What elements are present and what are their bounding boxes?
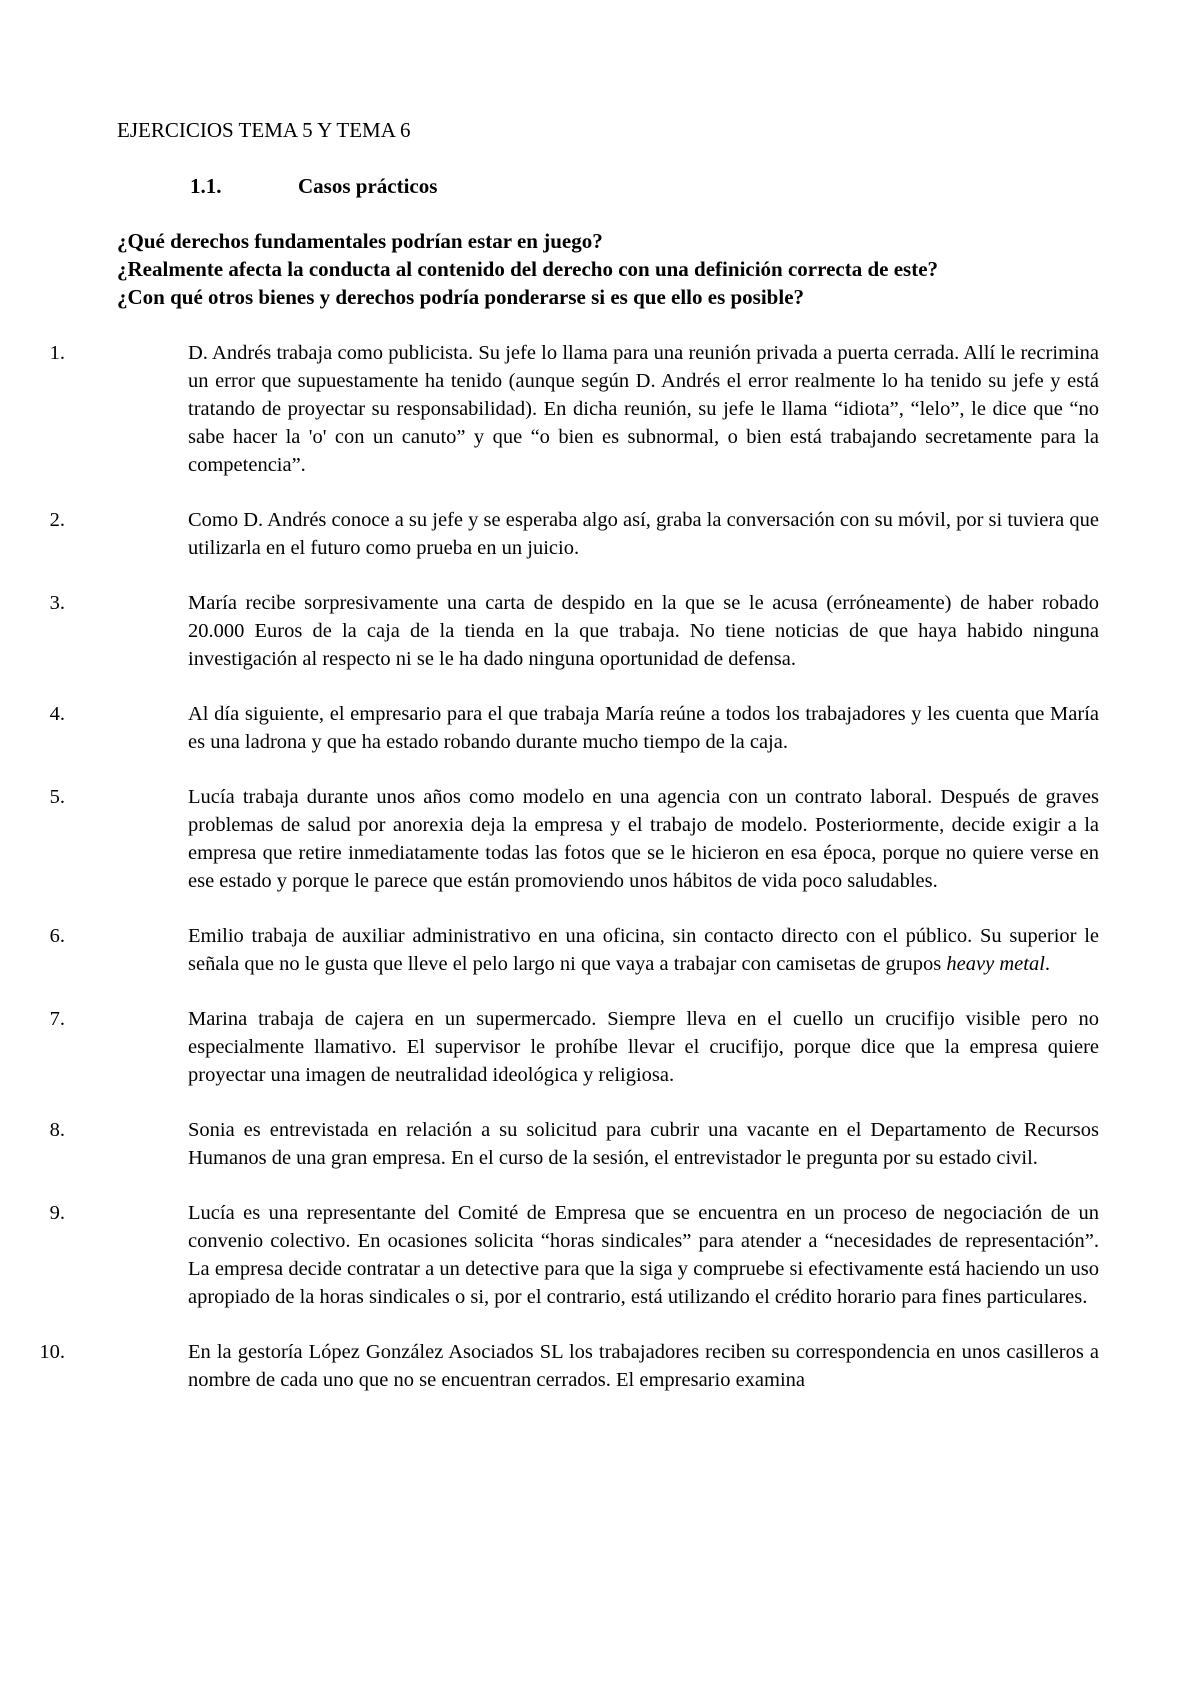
case-item xyxy=(0,1005,1099,1089)
case-item xyxy=(0,506,1099,562)
case-text-italic: heavy metal xyxy=(946,953,1045,975)
case-number: 2. xyxy=(49,509,65,531)
case-number: 3. xyxy=(49,592,65,614)
case-text: D. Andrés trabaja como publicista. Su jefe lo llama para una reunión privada a puerta cerrada. Allí le recrimina un error que supuestamente ha tenido (aunque según D. Andrés el error realmente lo ha tenido su jefe y está tratando de proyectar su responsabilidad). En dicha reunión, su jefe le llama “idiota”, “lelo”, le dice que “no sabe hacer la 'o' con un canuto” y que “o bien es subnormal, o bien está trabajando secretamente para la competencia”. xyxy=(188,342,1099,476)
case-number: 10. xyxy=(39,1341,65,1363)
case-text: María recibe sorpresivamente una carta de despido en la que se le acusa (erróneamente) de haber robado 20.000 Euros de la caja de la tienda en la que trabaja. No tiene noticias de que haya habido ninguna investigación al respecto ni se le ha dado ninguna oportunidad de defensa. xyxy=(188,592,1099,670)
case-text-main: Emilio trabaja de auxiliar administrativo en una oficina, sin contacto directo con el público. Su superior le señala que no le gusta que lleve el pelo largo ni que vaya a trabajar con camisetas de grupos xyxy=(188,925,1099,975)
document-title: EJERCICIOS TEMA 5 Y TEMA 6 xyxy=(117,118,411,142)
case-text: Lucía trabaja durante unos años como modelo en una agencia con un contrato laboral. Después de graves problemas de salud por anorexia deja la empresa y el trabajo de modelo. Posteriormente, decide exigir a la empresa que retire inmediatamente todas las fotos que se le hicieron en esa época, porque no quiere verse en ese estado y porque le parece que están promoviendo unos hábitos de vida poco saludables. xyxy=(188,786,1099,892)
case-item xyxy=(0,339,1099,479)
case-number: 6. xyxy=(49,925,65,947)
case-item xyxy=(0,1116,1099,1172)
section-number: 1.1. xyxy=(190,174,222,198)
case-item xyxy=(0,589,1099,673)
question-list xyxy=(117,227,1102,311)
case-item xyxy=(0,700,1099,756)
case-number: 5. xyxy=(49,786,65,808)
case-number: 4. xyxy=(49,703,65,725)
case-item xyxy=(0,1338,1099,1394)
question-item: ¿Con qué otros bienes y derechos podría ponderarse si es que ello es posible? xyxy=(117,285,805,309)
case-list xyxy=(0,339,1200,1421)
case-number: 9. xyxy=(49,1202,65,1224)
case-text: Al día siguiente, el empresario para el que trabaja María reúne a todos los trabajadores y les cuenta que María es una ladrona y que ha estado robando durante mucho tiempo de la caja. xyxy=(188,703,1099,753)
case-item xyxy=(0,783,1099,895)
case-number: 7. xyxy=(49,1008,65,1030)
case-text-suffix: . xyxy=(1044,953,1051,975)
case-text: Sonia es entrevistada en relación a su solicitud para cubrir una vacante en el Departamento de Recursos Humanos de una gran empresa. En el curso de la sesión, el entrevistador le pregunta por su estado civil. xyxy=(188,1119,1099,1169)
case-text: Como D. Andrés conoce a su jefe y se esperaba algo así, graba la conversación con su móvil, por si tuviera que utilizarla en el futuro como prueba en un juicio. xyxy=(188,509,1099,559)
case-item xyxy=(0,1199,1099,1311)
section-heading xyxy=(190,172,437,200)
question-item: ¿Realmente afecta la conducta al contenido del derecho con una definición correcta de este? xyxy=(117,257,939,281)
case-number: 1. xyxy=(49,342,65,364)
section-title: Casos prácticos xyxy=(298,174,438,198)
case-text: Lucía es una representante del Comité de Empresa que se encuentra en un proceso de negociación de un convenio colectivo. En ocasiones solicita “horas sindicales” para atender a “necesidades de representación”. La empresa decide contratar a un detective para que la siga y compruebe si efectivamente está haciendo un uso apropiado de la horas sindicales o si, por el contrario, está utilizando el crédito horario para fines particulares. xyxy=(188,1202,1099,1308)
question-item: ¿Qué derechos fundamentales podrían estar en juego? xyxy=(117,229,603,253)
case-text: En la gestoría López González Asociados SL los trabajadores reciben su correspondencia en unos casilleros a nombre de cada uno que no se encuentran cerrados. El empresario examina xyxy=(188,1341,1099,1391)
case-item xyxy=(0,922,1099,978)
case-number: 8. xyxy=(49,1119,65,1141)
case-text: Marina trabaja de cajera en un supermercado. Siempre lleva en el cuello un crucifijo visible pero no especialmente llamativo. El supervisor le prohíbe llevar el crucifijo, porque dice que la empresa quiere proyectar una imagen de neutralidad ideológica y religiosa. xyxy=(188,1008,1099,1086)
case-text xyxy=(188,922,1099,978)
